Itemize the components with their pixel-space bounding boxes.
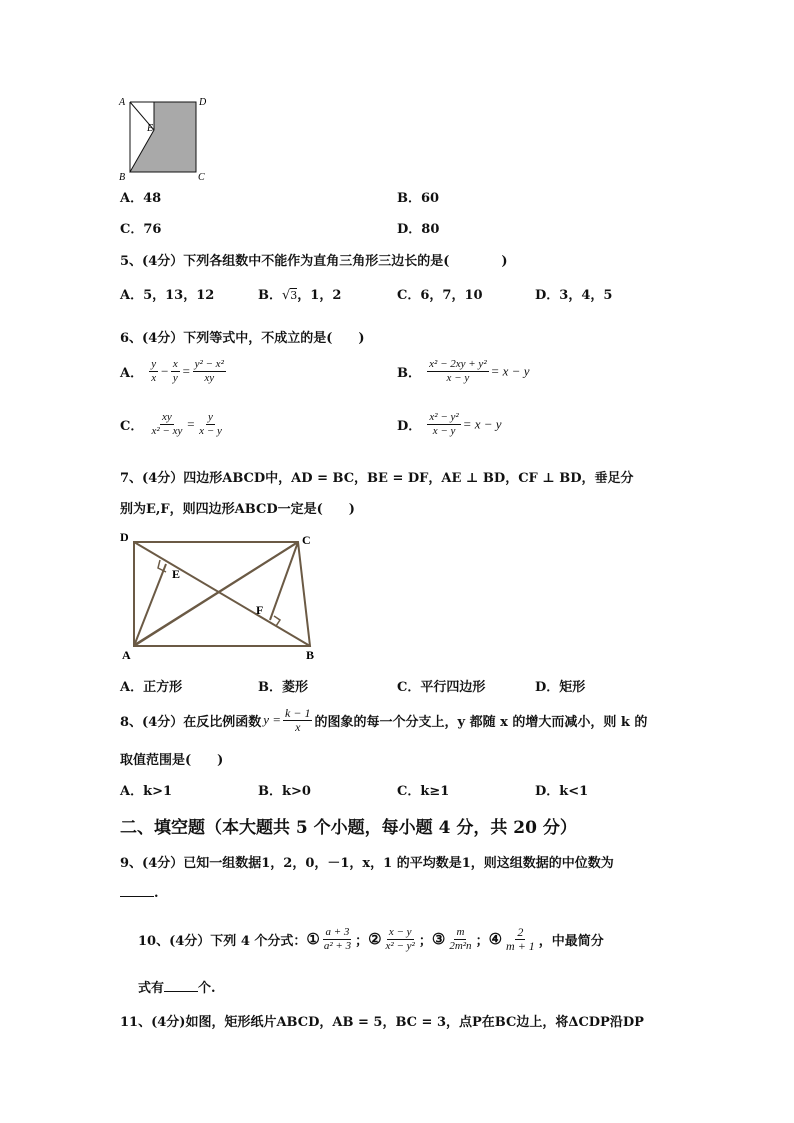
q10-line1 xyxy=(138,918,604,960)
q5-option-b-label: B． xyxy=(258,288,282,303)
q8-stem-line2: 取值范围是( ) xyxy=(120,753,224,768)
separator: ； xyxy=(475,933,489,949)
q8-stem-pre: 8、(4分）在反比例函数 xyxy=(120,714,262,730)
frac: $\frac{\text{x² − y²}}{x - y}$ xyxy=(429,411,459,437)
q7-option-d[interactable]: D．矩形 xyxy=(535,680,586,695)
q10-fraction-3 xyxy=(447,926,473,953)
q10-f1-num: a + 3 xyxy=(325,925,350,938)
q5-option-c[interactable]: C．6，7，10 xyxy=(397,288,483,303)
q10-f1-den: a² + 3 xyxy=(323,939,352,952)
q7-stem-line1: 7、(4分）四边形ABCD中，AD = BC，BE = DF，AE ⊥ BD，CF ⊥ BD，垂足分 xyxy=(120,471,634,486)
q11-line1: 11、(4分)如图，矩形纸片ABCD，AB = 5，BC = 3，点P在BC边上，将ΔCDP沿DP xyxy=(120,1015,644,1030)
q5-option-b-radicand: 3 xyxy=(290,289,298,302)
q10-f1-mark: ① xyxy=(306,930,320,948)
frac: $\frac{y}{x - y}$ xyxy=(199,411,222,437)
q4-option-b[interactable]: B．60 xyxy=(397,191,440,206)
q10-line2 xyxy=(138,977,216,996)
answer-blank[interactable] xyxy=(164,979,198,992)
q10-post: ，中最简分 xyxy=(538,933,604,949)
label-D: D xyxy=(199,97,207,108)
q4-option-a[interactable]: A．48 xyxy=(120,191,162,206)
frac: $\frac{x}{y}$ xyxy=(172,358,178,384)
q6-d-label: D． xyxy=(397,419,422,434)
frac: $\frac{y}{x}$ xyxy=(151,358,157,384)
q7-option-a[interactable]: A．正方形 xyxy=(120,680,183,695)
q8-stem-post: 的图象的每一个分支上，y 都随 x 的增大而减小，则 k 的 xyxy=(314,714,648,730)
q8-option-c[interactable]: C．k≥1 xyxy=(397,784,450,799)
q5-option-b-rest: ，1，2 xyxy=(297,288,342,303)
figure-quadrilateral-abcd xyxy=(118,528,328,666)
q5-stem: 5、(4分）下列各组数中不能作为直角三角形三边长的是( ) xyxy=(120,254,508,269)
label-C: C xyxy=(198,172,205,183)
shaded-region xyxy=(130,102,196,172)
q10-f2-num: x − y xyxy=(388,925,412,938)
q10-f4-num: 2 xyxy=(517,924,524,939)
frac: $\frac{\text{x² − 2xy + y²}}{x - y}$ xyxy=(429,358,487,384)
q4-option-d[interactable]: D．80 xyxy=(397,222,440,237)
q10-fraction-2 xyxy=(384,926,417,953)
q5-option-a[interactable]: A．5，13，12 xyxy=(120,288,215,303)
separator: ； xyxy=(355,933,369,949)
q6-option-c[interactable]: C． $\frac{xy}{\text{x² − xy}}$ = $\frac{y}{x - y}$ xyxy=(120,411,222,437)
q8-func-fraction xyxy=(283,707,312,734)
q9-line1: 9、(4分）已知一组数据1，2，0，－1，x，1 的平均数是1，则这组数据的中位数为 xyxy=(120,856,614,871)
q10-line2-post: 个. xyxy=(198,981,216,996)
q6-option-b[interactable]: B． $\frac{\text{x² − 2xy + y²}}{x - y}$ = x − y xyxy=(397,358,530,384)
label-D: D xyxy=(120,530,129,544)
label-A: A xyxy=(122,648,131,662)
q10-f4-den: m + 1 xyxy=(506,938,535,953)
q9-line2-end: . xyxy=(154,886,159,901)
separator: ； xyxy=(418,933,432,949)
frac: $\frac{xy}{\text{x² − xy}}$ xyxy=(151,411,183,437)
q8-option-a[interactable]: A．k>1 xyxy=(120,784,173,799)
q10-f2-mark: ② xyxy=(368,930,382,948)
q4-option-c[interactable]: C．76 xyxy=(120,222,162,237)
q7-option-c[interactable]: C．平行四边形 xyxy=(397,680,486,695)
sqrt-sign: √ xyxy=(282,288,291,303)
label-E: E xyxy=(172,567,181,581)
q6-c-label: C． xyxy=(120,419,144,434)
q8-func-lhs: y = xyxy=(263,712,282,727)
label-E: E xyxy=(147,123,154,134)
q7-option-b[interactable]: B．菱形 xyxy=(258,680,308,695)
q10-fraction-1 xyxy=(322,926,353,953)
figure-square-abcd xyxy=(118,94,214,184)
label-A: A xyxy=(119,97,126,108)
section-heading: 二、填空题（本大题共 5 个小题，每小题 4 分，共 20 分） xyxy=(120,818,577,838)
q5-option-b[interactable] xyxy=(258,284,341,303)
q10-f4-mark: ④ xyxy=(488,930,503,948)
q10-f3-den: 2m²n xyxy=(449,939,472,952)
label-F: F xyxy=(256,603,264,617)
q10-fraction-4 xyxy=(504,926,537,953)
q10-f3-mark: ③ xyxy=(431,930,446,948)
q6-b-label: B． xyxy=(397,366,421,381)
q5-option-d[interactable]: D．3，4，5 xyxy=(535,288,613,303)
label-B: B xyxy=(306,648,315,662)
q6-stem: 6、(4分）下列等式中，不成立的是( ) xyxy=(120,331,365,346)
q8-func-num: k − 1 xyxy=(285,705,311,720)
q8-stem xyxy=(120,700,647,740)
q6-a-label: A． xyxy=(120,366,144,381)
label-C: C xyxy=(302,533,311,547)
q7-stem-line2: 别为E,F，则四边形ABCD一定是( ) xyxy=(120,502,355,517)
label-B: B xyxy=(119,172,126,183)
q10-pre: 10、(4分）下列 4 个分式： xyxy=(138,933,307,949)
q8-option-b[interactable]: B．k>0 xyxy=(258,784,311,799)
q10-f2-den: x² − y² xyxy=(385,939,415,952)
q9-line2 xyxy=(120,884,159,901)
q10-f3-num: m xyxy=(456,925,465,938)
answer-blank[interactable] xyxy=(120,884,154,897)
q8-option-d[interactable]: D．k<1 xyxy=(535,784,589,799)
q10-line2-pre: 式有 xyxy=(138,981,165,996)
q6-option-a[interactable]: A． $\frac{y}{x}$ − $\frac{x}{y}$ = $\frac{\text{y² − x²}}{xy}$ xyxy=(120,358,224,384)
q6-option-d[interactable]: D． $\frac{\text{x² − y²}}{x - y}$ = x − y xyxy=(397,411,502,437)
q8-func-den: x xyxy=(295,719,301,734)
frac: $\frac{\text{y² − x²}}{xy}$ xyxy=(194,358,224,384)
